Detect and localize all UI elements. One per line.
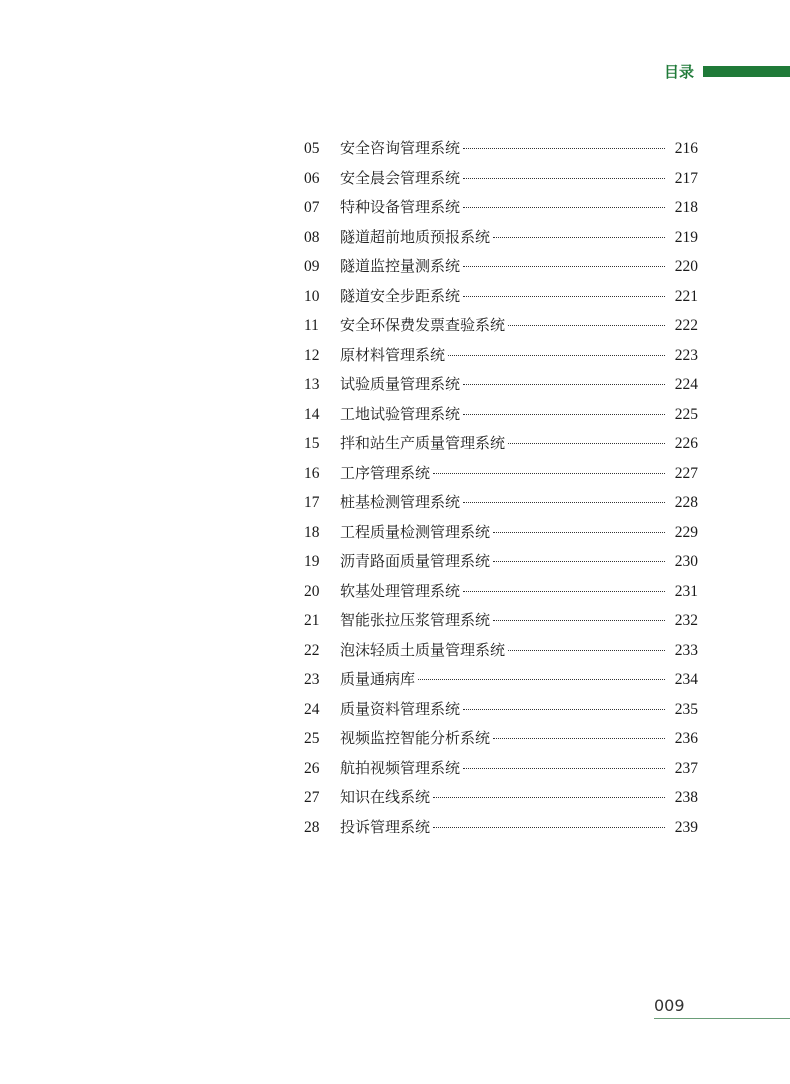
toc-entry[interactable] [304, 518, 698, 548]
toc-entry-title: 隧道监控量测系统 [340, 257, 461, 275]
dot-leader [463, 178, 665, 179]
toc-entry-number: 25 [304, 730, 320, 747]
toc-entry-page: 232 [674, 612, 698, 629]
toc-entry[interactable] [304, 488, 698, 518]
toc-entry-number: 05 [304, 140, 320, 157]
toc-entry[interactable] [304, 429, 698, 459]
toc-entry[interactable] [304, 724, 698, 754]
toc-entry-page: 218 [674, 199, 698, 216]
dot-leader [448, 355, 665, 356]
toc-entry-title: 试验质量管理系统 [340, 375, 461, 393]
page-number: 009 [654, 996, 685, 1015]
toc-entry[interactable] [304, 547, 698, 577]
toc-entry-title: 隧道安全步距系统 [340, 286, 461, 305]
toc-entry-number: 23 [304, 671, 320, 688]
toc-entry-page: 231 [674, 582, 698, 600]
toc-entry-title: 工序管理系统 [340, 463, 431, 482]
toc-entry-title: 特种设备管理系统 [340, 198, 461, 216]
toc-entry-page: 229 [674, 523, 698, 541]
toc-entry-title: 软基处理管理系统 [340, 581, 461, 600]
toc-entry-title: 航拍视频管理系统 [340, 758, 461, 777]
toc-entry-title: 沥青路面质量管理系统 [340, 552, 491, 570]
toc-entry-number: 13 [304, 376, 320, 393]
toc-entry-page: 226 [674, 435, 698, 452]
dot-leader [463, 384, 665, 385]
dot-leader [493, 561, 665, 562]
toc-entry-page: 236 [674, 730, 698, 747]
toc-entry-number: 17 [304, 494, 320, 511]
toc-entry-number: 09 [304, 258, 320, 275]
dot-leader [493, 620, 665, 621]
toc-entry[interactable] [304, 400, 698, 430]
header-label: 目录 [664, 63, 695, 81]
toc-entry[interactable] [304, 341, 698, 371]
toc-entry-number: 24 [304, 700, 320, 718]
toc-entry-title: 视频监控智能分析系统 [340, 729, 491, 747]
toc-entry-number: 18 [304, 523, 320, 541]
toc-entry[interactable] [304, 252, 698, 282]
toc-entry-page: 234 [674, 671, 698, 688]
dot-leader [508, 325, 665, 326]
toc-entry-page: 222 [674, 317, 698, 334]
toc-entry-page: 216 [674, 140, 698, 157]
toc-entry-title: 智能张拉压浆管理系统 [340, 611, 491, 629]
toc-entry-page: 217 [674, 169, 698, 187]
dot-leader [433, 827, 665, 828]
toc-entry[interactable] [304, 636, 698, 666]
toc-entry-number: 19 [304, 553, 320, 570]
toc-entry-number: 21 [304, 612, 320, 629]
dot-leader [463, 591, 665, 592]
toc-entry-number: 07 [304, 199, 320, 216]
dot-leader [493, 532, 665, 533]
dot-leader [463, 148, 665, 149]
toc-entry-title: 安全咨询管理系统 [340, 139, 461, 157]
toc-entry-number: 27 [304, 789, 320, 806]
toc-entry-title: 工地试验管理系统 [340, 404, 461, 423]
toc-entry-page: 220 [674, 258, 698, 275]
toc-entry[interactable] [304, 193, 698, 223]
toc-entry-title: 质量通病库 [340, 670, 416, 688]
dot-leader [433, 473, 665, 474]
toc-entry[interactable] [304, 813, 698, 843]
toc-entry-title: 安全晨会管理系统 [340, 168, 461, 187]
dot-leader [463, 414, 665, 415]
toc-entry-page: 225 [674, 405, 698, 423]
toc-entry[interactable] [304, 134, 698, 164]
table-of-contents [304, 134, 698, 842]
toc-entry-number: 15 [304, 435, 320, 452]
toc-entry[interactable] [304, 311, 698, 341]
toc-entry[interactable] [304, 459, 698, 489]
toc-entry-page: 227 [674, 464, 698, 482]
dot-leader [463, 502, 665, 503]
toc-entry[interactable] [304, 164, 698, 194]
toc-entry-page: 238 [674, 789, 698, 806]
toc-entry-number: 14 [304, 405, 320, 423]
toc-entry-title: 桩基检测管理系统 [340, 493, 461, 511]
dot-leader [508, 650, 665, 651]
toc-entry-title: 拌和站生产质量管理系统 [340, 434, 506, 452]
dot-leader [493, 738, 665, 739]
dot-leader [508, 443, 665, 444]
toc-entry-page: 228 [674, 494, 698, 511]
toc-entry-page: 221 [674, 287, 698, 305]
toc-entry-number: 12 [304, 346, 320, 364]
dot-leader [463, 296, 665, 297]
toc-entry-title: 知识在线系统 [340, 788, 431, 806]
toc-entry-title: 质量资料管理系统 [340, 699, 461, 718]
toc-entry-number: 26 [304, 759, 320, 777]
toc-entry-page: 235 [674, 700, 698, 718]
toc-entry-number: 06 [304, 169, 320, 187]
toc-entry[interactable] [304, 665, 698, 695]
toc-entry-title: 原材料管理系统 [340, 345, 446, 364]
toc-entry-title: 工程质量检测管理系统 [340, 522, 491, 541]
dot-leader [433, 797, 665, 798]
toc-entry-page: 237 [674, 759, 698, 777]
toc-entry-title: 泡沫轻质土质量管理系统 [340, 640, 506, 659]
toc-entry[interactable] [304, 783, 698, 813]
toc-entry-number: 28 [304, 818, 320, 836]
toc-entry[interactable] [304, 223, 698, 253]
toc-entry-number: 22 [304, 641, 320, 659]
toc-entry-number: 16 [304, 464, 320, 482]
toc-entry[interactable] [304, 695, 698, 725]
toc-entry-page: 219 [674, 228, 698, 246]
toc-entry-number: 20 [304, 582, 320, 600]
toc-entry[interactable] [304, 370, 698, 400]
dot-leader [418, 679, 665, 680]
header-accent-bar [703, 66, 790, 77]
dot-leader [463, 768, 665, 769]
toc-entry[interactable] [304, 754, 698, 784]
toc-entry-page: 239 [674, 818, 698, 836]
toc-entry-number: 08 [304, 228, 320, 246]
toc-entry-number: 10 [304, 287, 320, 305]
dot-leader [463, 709, 665, 710]
dot-leader [493, 237, 665, 238]
toc-entry[interactable] [304, 606, 698, 636]
toc-entry-title: 安全环保费发票查验系统 [340, 316, 506, 334]
toc-entry-title: 隧道超前地质预报系统 [340, 227, 491, 246]
toc-entry-page: 224 [674, 376, 698, 393]
toc-entry[interactable] [304, 577, 698, 607]
toc-entry-page: 223 [674, 346, 698, 364]
toc-entry-page: 230 [674, 553, 698, 570]
toc-entry-page: 233 [674, 641, 698, 659]
toc-entry[interactable] [304, 282, 698, 312]
footer-divider [654, 1018, 790, 1019]
dot-leader [463, 207, 665, 208]
toc-entry-title: 投诉管理系统 [340, 817, 431, 836]
dot-leader [463, 266, 665, 267]
toc-entry-number: 11 [304, 317, 319, 334]
